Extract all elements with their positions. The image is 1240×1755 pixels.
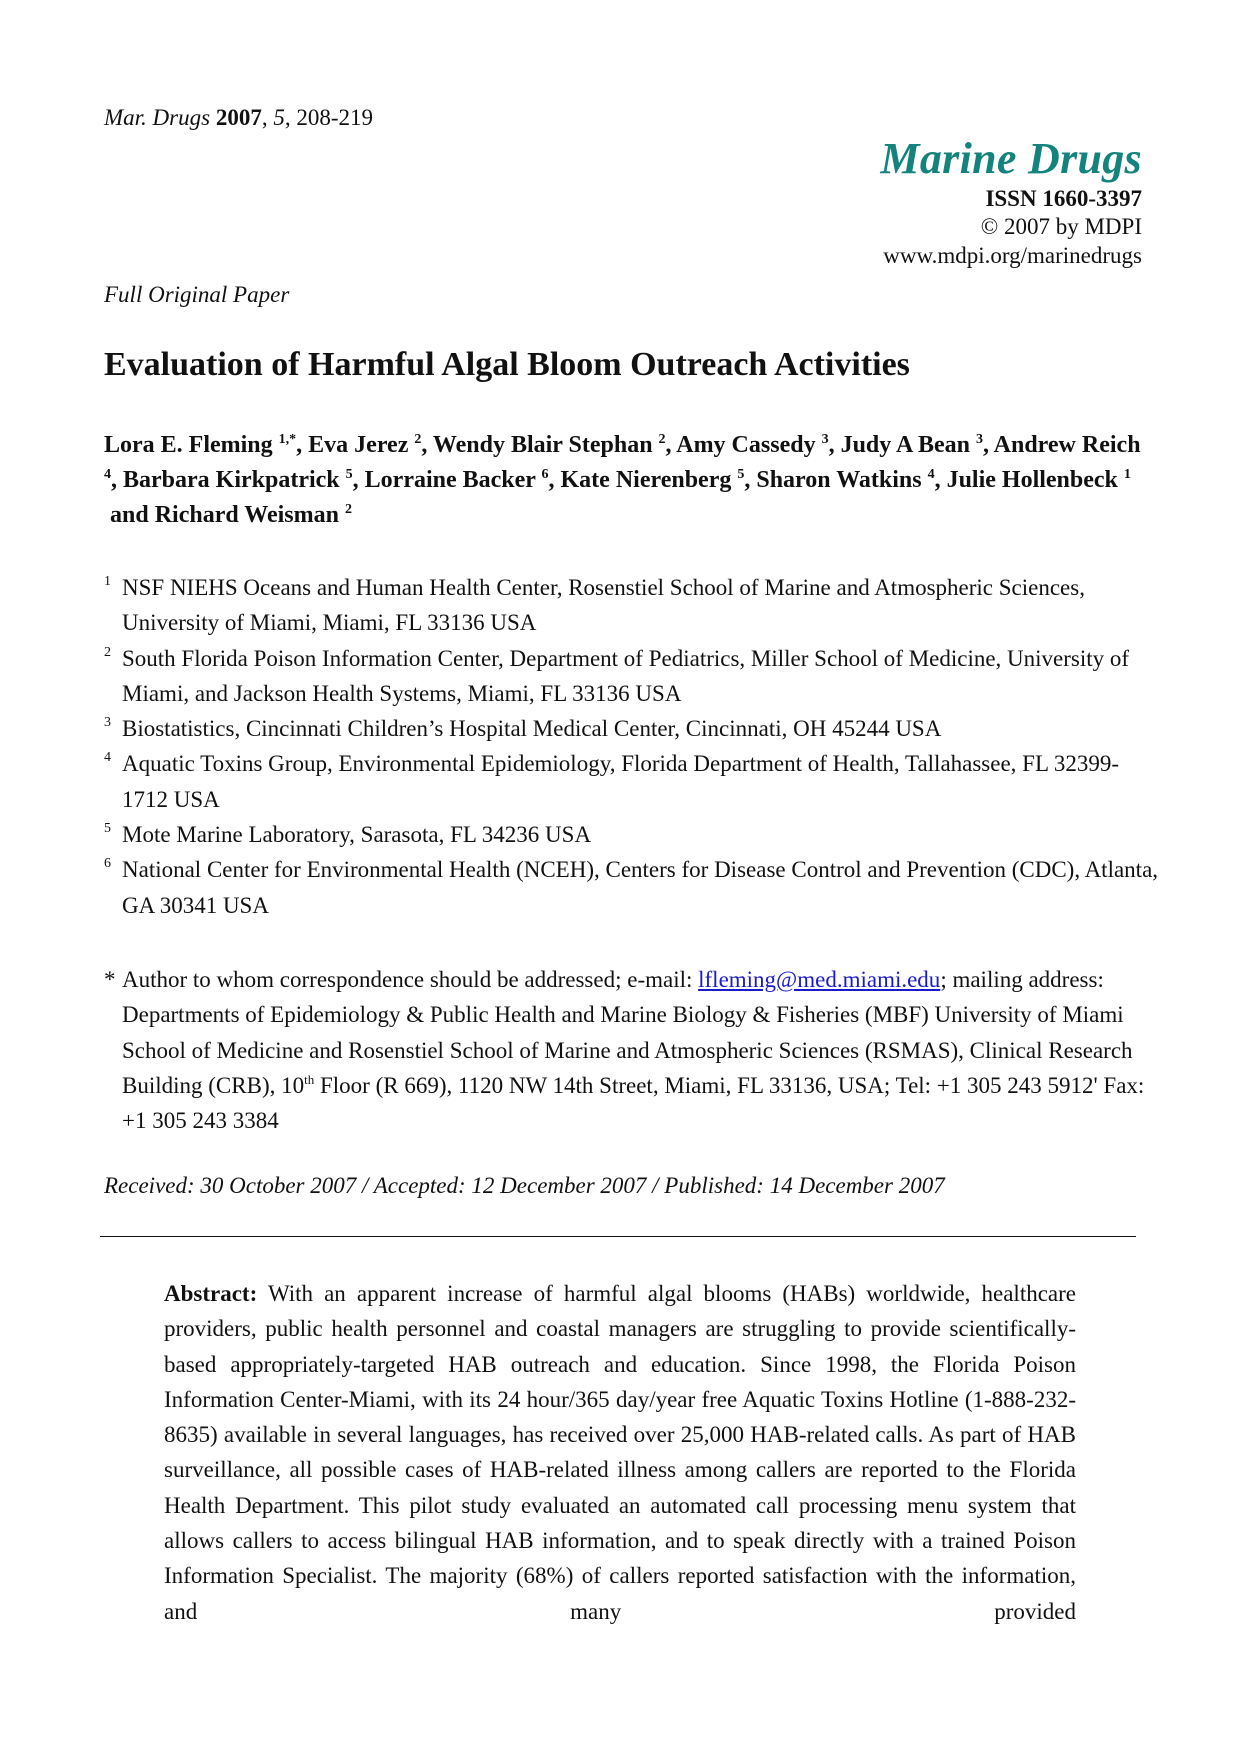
- author-affiliation-marker: 6: [541, 467, 549, 482]
- author-affiliation-marker: 3: [821, 432, 829, 447]
- journal-masthead: [880, 134, 1142, 270]
- affiliation-text: South Florida Poison Information Center, Department of Pediatrics, Miller School of Medicine, University of Miami, and Jackson Health Systems, Miami, FL 33136 USA: [122, 645, 1130, 706]
- author-separator: ,: [665, 432, 677, 458]
- floor-superscript: th: [304, 1071, 315, 1087]
- author-name: Julie Hollenbeck: [946, 467, 1118, 493]
- author-separator: ,: [296, 432, 309, 458]
- affiliation-number: 1: [104, 574, 111, 589]
- author-affiliation-marker: 4: [104, 467, 111, 482]
- author-list: [104, 428, 1144, 533]
- affiliation-number: 5: [104, 821, 111, 837]
- affiliation-item: [104, 817, 1164, 852]
- affiliation-text: NSF NIEHS Oceans and Human Health Center, Rosenstiel School of Marine and Atmospheric Sciences, University of Miami, Miami, FL 33136 USA: [122, 575, 1085, 636]
- author-separator: ,: [352, 467, 365, 493]
- author-name: Judy A Bean: [840, 432, 970, 458]
- author-affiliation-marker: 2: [414, 432, 422, 447]
- author-separator: ,: [828, 432, 841, 458]
- author-name: Wendy Blair Stephan: [432, 432, 653, 458]
- author-affiliation-marker: 5: [737, 467, 745, 482]
- citation-year: 2007: [215, 105, 262, 130]
- author-name: Lora E. Fleming: [104, 432, 273, 458]
- paper-title: Evaluation of Harmful Algal Bloom Outreach Activities: [104, 346, 910, 383]
- author-name: Kate Nierenberg: [560, 467, 732, 493]
- affiliation-number: 6: [104, 856, 111, 872]
- corresponding-author-marker: *: [104, 967, 116, 992]
- author-name: Barbara Kirkpatrick: [123, 467, 340, 493]
- author-affiliation-marker: 4: [927, 467, 935, 482]
- abstract-text: With an apparent increase of harmful algal blooms (HABs) worldwide, healthcare providers, public health personnel and coastal managers are struggling to provide scientifically-based appropriately-targeted HAB outreach and education. Since 1998, the Florida Poison Information Center-Miami, with its 24 hour/365 day/year free Aquatic Toxins Hotline (1-888-232-8635) available in several languages, has received over 25,000 HAB-related calls. As part of HAB surveillance, all possible cases of HAB-related illness among callers are reported to the Florida Health Department. This pilot study evaluated an automated call processing menu system that allows callers to access bilingual HAB information, and to speak directly with a trained Poison Information Specialist. The majority (68%) of callers reported satisfaction with the information, and many provided: [164, 1281, 1076, 1624]
- affiliation-item: [104, 570, 1164, 641]
- affiliation-list: [104, 570, 1164, 923]
- correspondence-prefix: Author to whom correspondence should be addressed; e-mail:: [122, 967, 699, 992]
- author-affiliation-marker: 1,*: [278, 432, 297, 447]
- correspondence-note: [104, 962, 1164, 1138]
- publication-dates: Received: 30 October 2007 / Accepted: 12 December 2007 / Published: 14 December 2007: [104, 1173, 945, 1198]
- author-affiliation-marker: 3: [975, 432, 983, 447]
- correspondence-contact: Floor (R 669), 1120 NW 14th Street, Miami, FL 33136, USA; Tel: +1 305 243 5912' Fax: +1 305 243 3384: [122, 1072, 1145, 1134]
- author-separator: ,: [934, 467, 947, 493]
- journal-name: Marine Drugs: [880, 134, 1142, 183]
- abstract: [164, 1276, 1076, 1629]
- author-name: Andrew Reich: [993, 432, 1141, 458]
- affiliation-item: [104, 641, 1164, 712]
- author-separator: ,: [548, 467, 561, 493]
- author-separator: ,: [982, 432, 994, 458]
- author-affiliation-marker: 2: [344, 502, 352, 517]
- affiliation-text: Mote Marine Laboratory, Sarasota, FL 34236 USA: [122, 822, 592, 848]
- citation-pages: , 208-219: [284, 105, 373, 130]
- section-divider: [100, 1236, 1136, 1237]
- author-name: Amy Cassedy: [676, 432, 816, 458]
- affiliation-text: Aquatic Toxins Group, Environmental Epidemiology, Florida Department of Health, Tallahassee, FL 32399-1712 USA: [122, 751, 1120, 812]
- affiliation-item: [104, 852, 1164, 923]
- copyright: © 2007 by MDPI: [980, 214, 1142, 239]
- correspondence-address: ; mailing address: Departments of Epidemiology & Public Health and Marine Biology & Fisheries (MBF) University of Miami School of Medicine and Rosenstiel School of Marine and Atmospheric Sciences (RSMAS), Clinical Research Building (CRB), 10: [122, 967, 1133, 1098]
- affiliation-number: 4: [104, 750, 111, 766]
- author-separator: and: [104, 502, 155, 528]
- author-name: Sharon Watkins: [756, 467, 922, 493]
- citation-sep: ,: [261, 105, 274, 130]
- affiliation-number: 2: [104, 644, 111, 660]
- author-separator: ,: [421, 432, 433, 458]
- email-link[interactable]: lfleming@med.miami.edu: [698, 967, 941, 992]
- affiliation-text: National Center for Environmental Health (NCEH), Centers for Disease Control and Prevention (CDC), Atlanta, GA 30341 USA: [122, 857, 1159, 918]
- author-affiliation-marker: 2: [658, 432, 666, 447]
- journal-website: www.mdpi.org/marinedrugs: [883, 243, 1142, 268]
- affiliation-number: 3: [104, 715, 111, 731]
- issn: ISSN 1660-3397: [985, 186, 1142, 211]
- author-separator: ,: [744, 467, 757, 493]
- author-affiliation-marker: 1: [1123, 467, 1131, 482]
- citation-volume: 5: [273, 105, 285, 130]
- abstract-label: Abstract:: [164, 1281, 258, 1306]
- author-separator: ,: [111, 467, 123, 493]
- author-name: Eva Jerez: [308, 432, 409, 458]
- author-name: Richard Weisman: [154, 502, 339, 528]
- journal-abbrev: Mar. Drugs: [104, 105, 211, 130]
- journal-citation: [104, 104, 373, 132]
- author-affiliation-marker: 5: [345, 467, 353, 482]
- paper-type: Full Original Paper: [104, 282, 290, 307]
- affiliation-text: Biostatistics, Cincinnati Children’s Hospital Medical Center, Cincinnati, OH 45244 USA: [122, 716, 942, 742]
- affiliation-item: [104, 711, 1164, 746]
- affiliation-item: [104, 746, 1164, 817]
- author-name: Lorraine Backer: [364, 467, 536, 493]
